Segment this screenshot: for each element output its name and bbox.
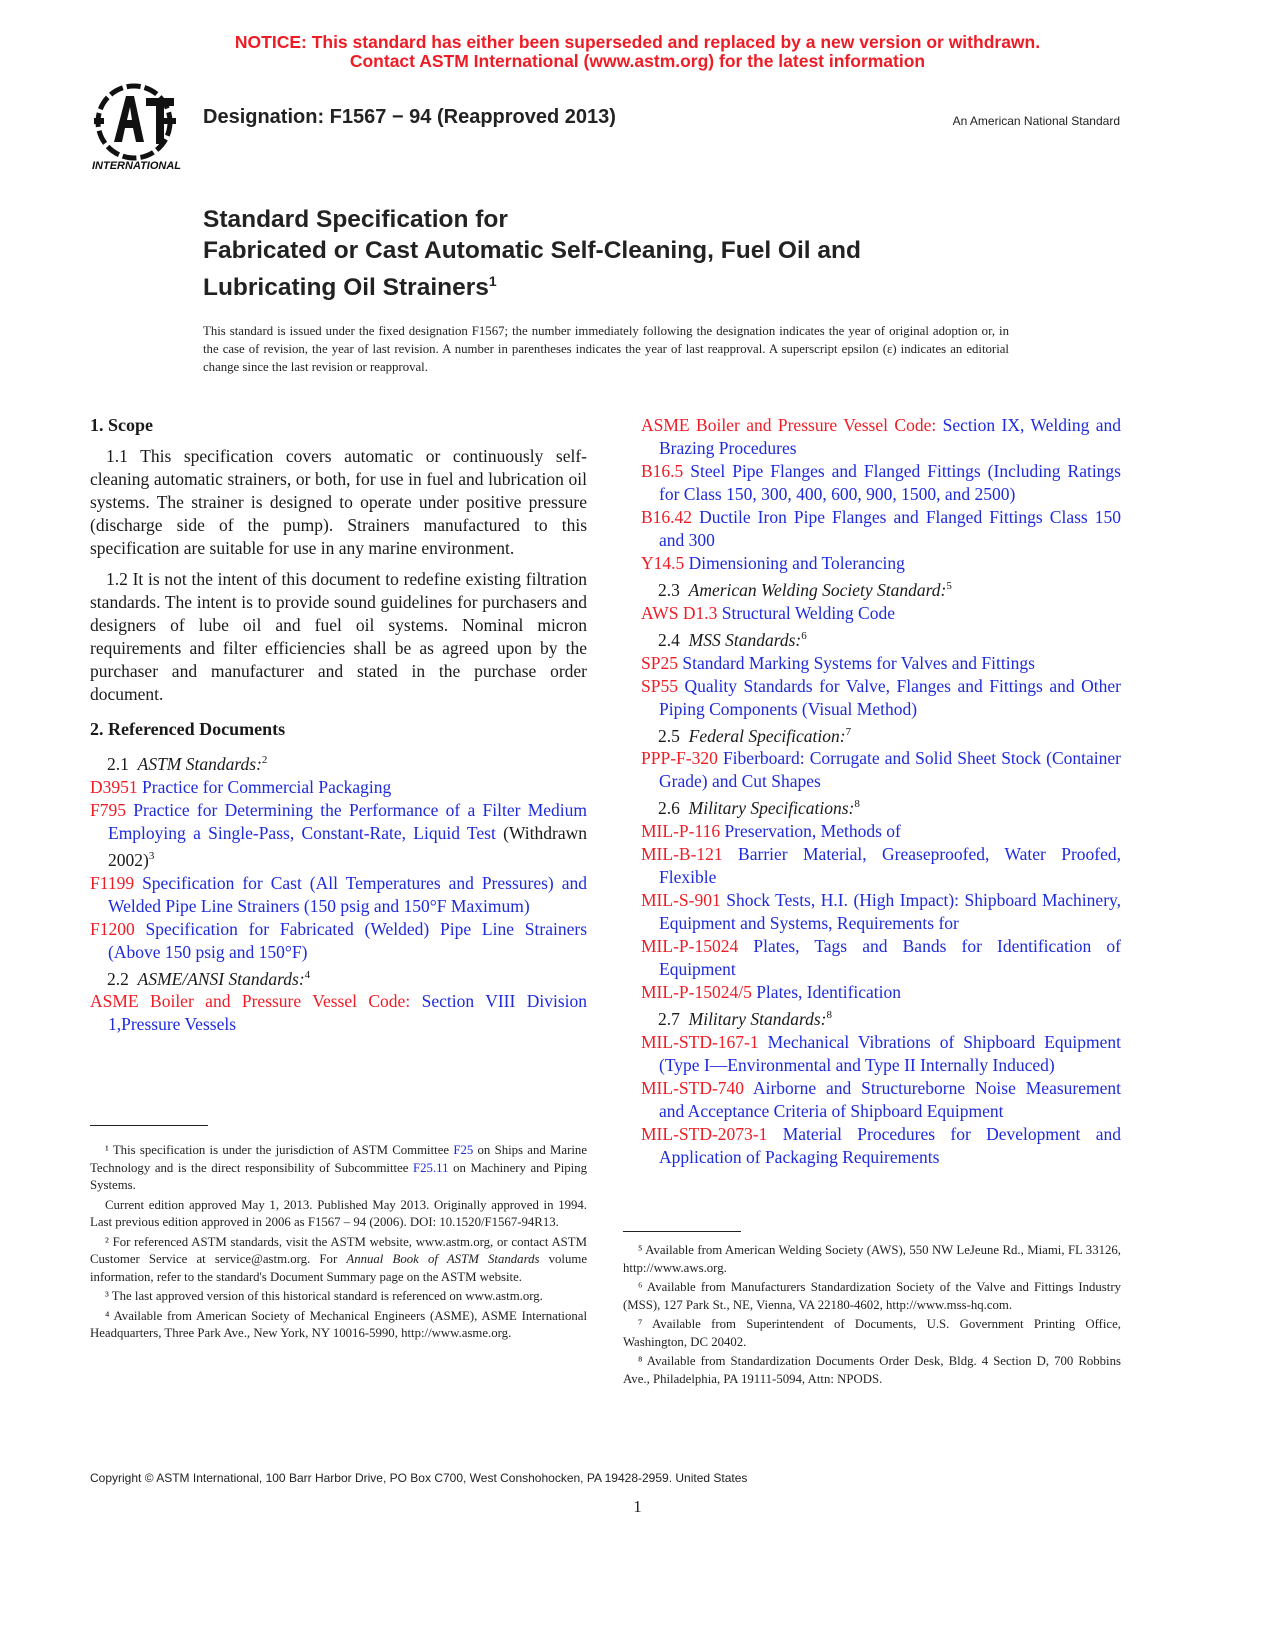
reference-code-link[interactable]: D3951 — [90, 776, 138, 797]
subsection-2-7 — [641, 1004, 1121, 1031]
designation: Designation: F1567 − 94 (Reapproved 2013) — [203, 106, 616, 128]
reference-title-link[interactable]: Shock Tests, H.I. (High Impact): Shipboard Machinery, Equipment and Systems, Requirements for — [659, 890, 1122, 934]
ref-list-milstd — [641, 1031, 1121, 1169]
reference-item — [641, 747, 1121, 793]
subsection-sup: 5 — [946, 580, 952, 592]
subsection-label: Military Specifications: — [688, 798, 855, 819]
reference-code-link[interactable]: MIL-P-116 — [641, 821, 721, 842]
reference-code-link[interactable]: F1200 — [90, 918, 135, 939]
reference-item — [641, 552, 1121, 575]
reference-item — [641, 820, 1121, 843]
left-column — [90, 414, 587, 1036]
reference-code-link[interactable]: B16.5 — [641, 461, 684, 481]
reference-item — [90, 799, 587, 872]
subsection-number: 2.6 — [658, 798, 680, 819]
reference-title-link[interactable]: Ductile Iron Pipe Flanges and Flanged Fittings Class 150 and 300 — [659, 507, 1121, 550]
subsection-label: MSS Standards: — [688, 629, 802, 650]
copyright: Copyright © ASTM International, 100 Barr Harbor Drive, PO Box C700, West Conshohocken, PA 19428-2959. United States — [90, 1471, 748, 1485]
reference-code-link[interactable]: SP55 — [641, 675, 678, 696]
title-footnote-mark: 1 — [488, 273, 497, 289]
reference-code-link[interactable]: F1199 — [90, 872, 135, 893]
footnote-6: ⁶ Available from Manufacturers Standardization Society of the Valve and Fittings Industry (MSS), 127 Park St., NE, Vienna, VA 22180-4602, http://www.mss-hq.com. — [623, 1280, 1121, 1312]
subsection-number: 2.1 — [107, 753, 129, 774]
footnote-text: volume information, refer to the standard's Document Summary page on the ASTM website. — [90, 1252, 588, 1284]
reference-title-link[interactable]: Dimensioning and Tolerancing — [688, 553, 905, 573]
reference-code-link[interactable]: MIL-STD-740 — [641, 1078, 745, 1099]
reference-item — [90, 872, 587, 918]
subsection-label: ASTM Standards: — [137, 753, 262, 774]
reference-code-link[interactable]: ASME Boiler and Pressure Vessel Code: — [641, 415, 937, 435]
committee-link[interactable]: F25 — [453, 1143, 474, 1157]
reference-code-link[interactable]: Y14.5 — [641, 553, 685, 573]
subsection-sup: 4 — [304, 968, 311, 981]
footnote-3: ³ The last approved version of this historical standard is referenced on www.astm.org. — [105, 1289, 543, 1303]
subsection-sup: 8 — [854, 798, 860, 811]
withdrawal-notice — [0, 33, 1275, 71]
reference-title-link[interactable]: Fiberboard: Corrugate and Solid Sheet Stock (Container Grade) and Cut Shapes — [659, 748, 1121, 792]
reference-item — [641, 506, 1121, 552]
footnotes-left — [90, 1125, 587, 1345]
reference-title-link[interactable]: Section IX, Welding and Brazing Procedures — [659, 415, 1122, 458]
reference-title-link[interactable]: Standard Marking Systems for Valves and Fittings — [682, 652, 1035, 673]
footnote-text: ¹ This specification is under the jurisdiction of ASTM Committee — [105, 1143, 454, 1157]
footnote-1-edition: Current edition approved May 1, 2013. Published May 2013. Originally approved in 1994. Last previous edition approved in 2006 as F1567 – 94 (2006). DOI: 10.1520/F1567-94R13. — [90, 1197, 587, 1229]
reference-code-link[interactable]: MIL-STD-167-1 — [641, 1032, 759, 1053]
reference-footnote-mark: 3 — [148, 849, 155, 862]
ref-list-astm — [90, 776, 587, 964]
reference-code-link[interactable]: SP25 — [641, 652, 678, 673]
reference-title-link[interactable]: Plates, Identification — [756, 982, 902, 1003]
subsection-number: 2.2 — [107, 968, 129, 989]
reference-item — [641, 460, 1121, 506]
subcommittee-link[interactable]: F25.11 — [413, 1160, 449, 1175]
footnote-text: on Ships and Marine Technology and is the direct responsibility of Subcommittee — [90, 1143, 587, 1175]
reference-code-link[interactable]: AWS D1.3 — [641, 602, 718, 623]
document-title — [203, 204, 1103, 303]
subsection-sup: 7 — [845, 725, 852, 738]
footnotes-right — [623, 1231, 1121, 1390]
footnote-2 — [90, 1234, 587, 1287]
footnote-rule — [90, 1125, 208, 1126]
subsection-2-2 — [90, 964, 587, 991]
subsection-label: ASME/ANSI Standards: — [137, 968, 305, 989]
reference-title-link[interactable]: Steel Pipe Flanges and Flanged Fittings (Including Ratings for Class 150, 300, 400, 600, 900, 1500, and 2500) — [659, 461, 1121, 504]
reference-item — [641, 652, 1121, 675]
subsection-2-4 — [641, 625, 1121, 652]
title-line-3-text: Lubricating Oil Strainers — [203, 274, 489, 302]
title-line-3 — [203, 266, 1103, 303]
subsection-2-6 — [641, 793, 1121, 820]
reference-item — [641, 414, 1121, 460]
preamble: This standard is issued under the fixed designation F1567; the number immediately following the designation indicates the year of original adoption or, in the case of revision, the year of last revision. A number in parentheses indicates the year of last reapproval. A superscript epsilon (ε) indicates an editorial change since the last revision or reapproval. — [203, 324, 1009, 374]
reference-code-link[interactable]: F795 — [90, 799, 126, 820]
subsection-label: American Welding Society Standard: — [688, 579, 947, 600]
subsection-label: Military Standards: — [688, 1009, 827, 1030]
ref-list-mss — [641, 652, 1121, 721]
footnote-1 — [90, 1142, 587, 1195]
footnote-text: on Machinery and Piping Systems. — [90, 1160, 587, 1192]
reference-title-link[interactable]: Material Procedures for Development and Application of Packaging Requirements — [659, 1124, 1121, 1168]
ref-list-milspec — [641, 820, 1121, 1004]
subsection-2-1 — [90, 749, 587, 776]
reference-item — [90, 918, 587, 964]
right-column — [641, 414, 1121, 1169]
scope-para-1: 1.1 This specification covers automatic or continuously self-cleaning automatic strainers, or both, for use in fuel and lubrication oil systems. The strainer is designed to operate under positive pressure (discharge side of the pump). Strainers manufactured to this specification are suitable for use in any marine environment. — [90, 446, 587, 558]
reference-note: (Withdrawn 2002) — [108, 822, 587, 870]
ref-list-asme-left — [90, 990, 587, 1036]
ref-list-aws — [641, 602, 1121, 625]
reference-title-link[interactable]: Specification for Fabricated (Welded) Pipe Line Strainers (Above 150 psig and 150°F) — [108, 918, 587, 962]
notice-line-1: NOTICE: This standard has either been superseded and replaced by a new version or withdrawn. — [234, 32, 1041, 52]
reference-item — [641, 981, 1121, 1004]
subsection-number: 2.5 — [658, 725, 680, 746]
reference-item — [641, 889, 1121, 935]
reference-code-link[interactable]: MIL-STD-2073-1 — [641, 1124, 768, 1145]
subsection-number: 2.3 — [658, 579, 680, 600]
footnote-7: ⁷ Available from Superintendent of Documents, U.S. Government Printing Office, Washington, DC 20402. — [623, 1317, 1121, 1349]
footnote-text: ² For referenced ASTM standards, visit the ASTM website, www.astm.org, or contact ASTM Customer Service at service@astm.org. For — [90, 1234, 587, 1266]
reference-title-link[interactable]: Section VIII Division 1,Pressure Vessels — [108, 991, 588, 1035]
reference-code-link[interactable]: MIL-P-15024/5 — [641, 982, 752, 1003]
subsection-sup: 6 — [801, 629, 807, 642]
reference-title-link[interactable]: Practice for Commercial Packaging — [142, 776, 392, 797]
reference-title-link[interactable]: Specification for Cast (All Temperatures and Pressures) and Welded Pipe Line Strainers (150 psig and 150°F Maximum) — [108, 872, 587, 916]
ref-list-fed — [641, 747, 1121, 793]
reference-item — [641, 1077, 1121, 1123]
subsection-2-5 — [641, 721, 1121, 748]
reference-title-link[interactable]: Structural Welding Code — [721, 602, 895, 623]
reference-title-link[interactable]: Preservation, Methods of — [724, 821, 901, 842]
reference-code-link[interactable]: PPP-F-320 — [641, 748, 718, 769]
american-national-standard: An American National Standard — [952, 114, 1120, 128]
section-scope-heading: 1. Scope — [90, 415, 153, 435]
reference-item — [641, 843, 1121, 889]
reference-title-link[interactable]: Airborne and Structureborne Noise Measurement and Acceptance Criteria of Shipboard Equipment — [659, 1078, 1121, 1122]
reference-code-link[interactable]: MIL-P-15024 — [641, 936, 739, 957]
subsection-2-3 — [641, 575, 1121, 602]
subsection-number: 2.4 — [658, 629, 680, 650]
footnote-5: ⁵ Available from American Welding Society (AWS), 550 NW LeJeune Rd., Miami, FL 33126, http://www.aws.org. — [623, 1243, 1121, 1275]
page-number: 1 — [633, 1497, 642, 1516]
subsection-sup: 8 — [826, 1009, 833, 1022]
footnote-8: ⁸ Available from Standardization Documents Order Desk, Bldg. 4 Section D, 700 Robbins Ave., Philadelphia, PA 19111-5094, Attn: NPODS. — [623, 1354, 1121, 1386]
reference-item — [90, 990, 587, 1036]
reference-code-link[interactable]: MIL-S-901 — [641, 890, 721, 911]
title-line-2: Fabricated or Cast Automatic Self-Cleaning, Fuel Oil and — [203, 237, 861, 264]
reference-code-link[interactable]: MIL-B-121 — [641, 844, 723, 865]
reference-item — [641, 1123, 1121, 1169]
reference-title-link[interactable]: Practice for Determining the Performance of a Filter Medium Employing a Single-Pass, Constant-Rate, Liquid Test — [108, 799, 588, 843]
reference-code-link[interactable]: B16.42 — [641, 507, 693, 527]
astm-logo — [88, 82, 194, 174]
reference-item — [641, 935, 1121, 981]
reference-item — [90, 776, 587, 799]
subsection-label: Federal Specification: — [688, 725, 846, 746]
reference-title-link[interactable]: Plates, Tags and Bands for Identification of Equipment — [659, 936, 1121, 980]
footnote-italic: Annual Book of ASTM Standards — [346, 1252, 540, 1266]
title-line-1: Standard Specification for — [203, 206, 508, 233]
reference-item — [641, 1031, 1121, 1077]
subsection-sup: 2 — [261, 754, 268, 766]
footnote-4: ⁴ Available from American Society of Mechanical Engineers (ASME), ASME International Headquarters, Three Park Ave., New York, NY 10016-5990, http://www.asme.org. — [90, 1308, 587, 1340]
ref-list-asme-right — [641, 414, 1121, 575]
reference-item — [641, 602, 1121, 625]
logo-international-text: INTERNATIONAL — [92, 160, 182, 172]
reference-title-link[interactable]: Quality Standards for Valve, Flanges and Fittings and Other Piping Components (Visual Method) — [659, 675, 1121, 719]
reference-title-link[interactable]: Barrier Material, Greaseproofed, Water Proofed, Flexible — [659, 844, 1121, 888]
subsection-number: 2.7 — [658, 1009, 680, 1030]
footnote-rule — [623, 1231, 741, 1232]
section-refdocs-heading: 2. Referenced Documents — [90, 719, 286, 739]
reference-code-link[interactable]: ASME Boiler and Pressure Vessel Code: — [90, 991, 411, 1012]
reference-title-link[interactable]: Mechanical Vibrations of Shipboard Equipment (Type I—Environmental and Type II Internally Induced) — [659, 1032, 1121, 1076]
notice-line-2: Contact ASTM International (www.astm.org) for the latest information — [349, 51, 926, 71]
reference-item — [641, 675, 1121, 721]
scope-para-2: 1.2 It is not the intent of this document to redefine existing filtration standards. The intent is to provide sound guidelines for purchasers and designers of lube oil and fuel oil systems. Nominal micron requirements and filter efficiencies shall be as agreed upon by the purchaser and manufacturer and stated in the purchase order document. — [90, 569, 587, 704]
